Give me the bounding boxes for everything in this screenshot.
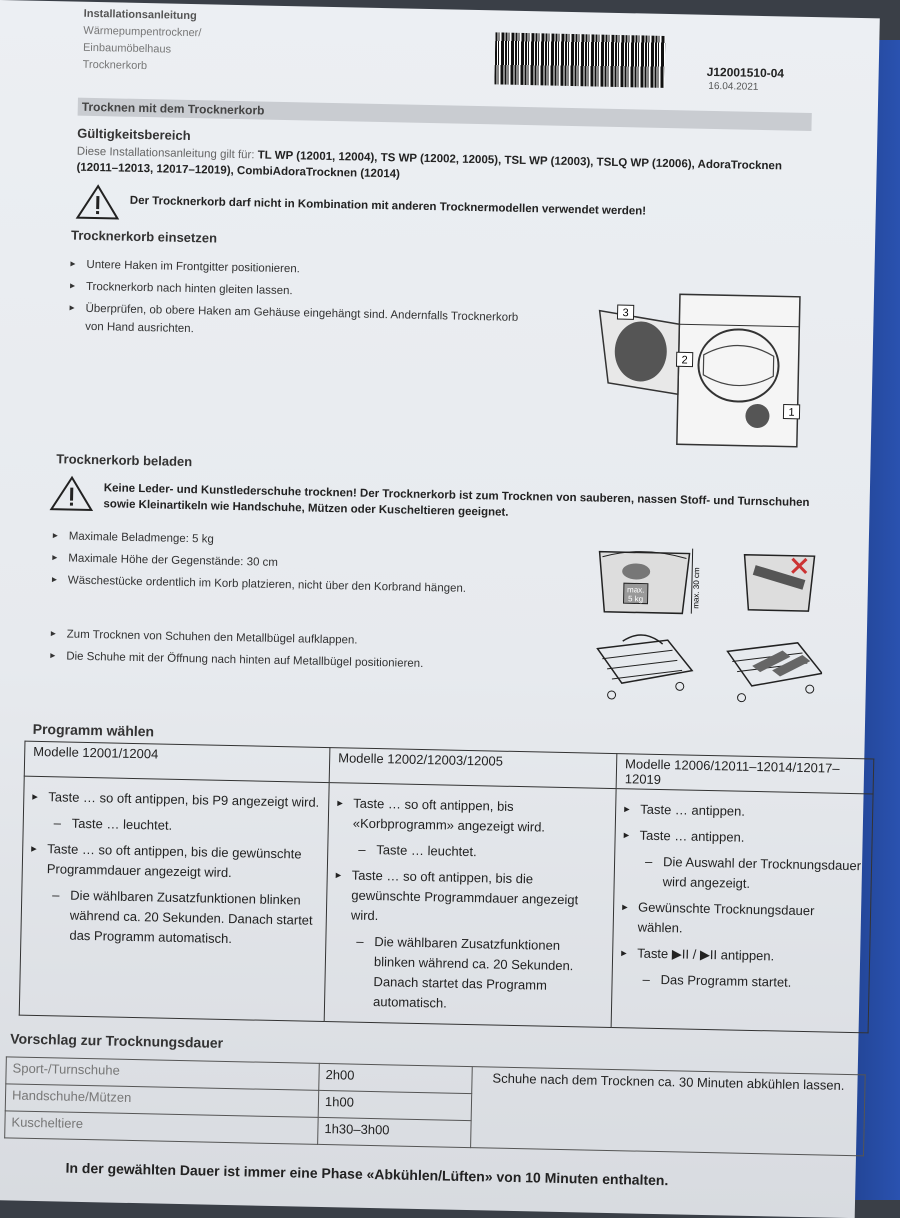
- validity-text: [76, 144, 807, 191]
- validity-prefix: Diese Installationsanleitung gilt für:: [76, 145, 258, 162]
- step: ▸ Taste … so oft antippen, bis die gewünschte Programmdauer angezeigt wird.: [335, 865, 606, 931]
- list-item: ▸ Die Schuhe mit der Öffnung nach hinten auf Metallbügel positionieren.: [50, 647, 530, 675]
- figure-label: 1: [788, 406, 795, 419]
- header-line: Installationsanleitung: [83, 7, 197, 23]
- duration-time: 1h30–3h00: [318, 1117, 472, 1147]
- figure-label: 3: [622, 307, 629, 320]
- program-heading: Programm wählen: [32, 720, 155, 740]
- dryer-basket-illustration: [587, 282, 811, 457]
- step: ▸ Taste … so oft antippen, bis «Korbprogramm» angezeigt wird.: [337, 793, 608, 839]
- list-item: ▸ Untere Haken im Frontgitter positionieren.: [70, 256, 530, 284]
- warning-icon: [49, 475, 94, 512]
- list-item: ▸ Trocknerkorb nach hinten gleiten lassen.: [70, 278, 530, 306]
- footer-note: In der gewählten Dauer ist immer eine Phase «Abkühlen/Lüften» von 10 Minuten enthalten.: [65, 1159, 669, 1189]
- duration-note: [471, 1067, 866, 1156]
- warning-icon: [75, 184, 120, 221]
- sub-step: – Die Auswahl der Trocknungsdauer wird angezeigt.: [622, 851, 863, 896]
- sub-step: – Die wählbaren Zusatzfunktionen blinken während ca. 20 Sekunden. Danach startet das Programm automatisch.: [29, 885, 318, 951]
- column-header: Modelle 12001/12004: [24, 741, 330, 782]
- sub-step: – Taste … leuchtet.: [32, 813, 320, 839]
- duration-item: Kuscheltiere: [5, 1111, 318, 1145]
- duration-heading: Vorschlag zur Trocknungsdauer: [10, 1030, 224, 1051]
- section-title: Trocknen mit dem Trocknerkorb: [78, 98, 812, 131]
- step: ▸ Taste … antippen.: [623, 825, 863, 850]
- document-id: J12001510-04: [706, 64, 785, 81]
- validity-warning: [75, 184, 796, 235]
- load-heading: Trocknerkorb beladen: [56, 451, 193, 470]
- height-label: max. 30 cm: [691, 567, 702, 609]
- basket-load-illustration: [593, 537, 825, 632]
- column-header: Modelle 12002/12003/12005: [329, 748, 617, 789]
- sub-step: – Taste … leuchtet.: [336, 839, 606, 865]
- max-label: max.: [627, 585, 645, 595]
- validity-heading: Gültigkeitsbereich: [77, 125, 191, 144]
- step: ▸ Taste … so oft antippen, bis P9 angezeigt wird.: [32, 787, 320, 813]
- list-item: ▸ Zum Trocknen von Schuhen den Metallbügel aufklappen.: [51, 625, 531, 653]
- warning-text: Keine Leder- und Kunstlederschuhe trocknen! Der Trocknerkorb ist zum Trocknen von sauberen, nassen Stoff- und Turnschuhen sowie Kleinartikeln wie Handschuhe, Mützen oder Kuscheltieren geeignet.: [103, 482, 810, 519]
- column-header: Modelle 12006/12011–12014/12017–12019: [616, 754, 874, 794]
- duration-time: 2h00: [319, 1063, 473, 1093]
- sub-step: – Das Programm startet.: [620, 969, 860, 994]
- duration-item: Handschuhe/Mützen: [5, 1084, 318, 1118]
- list-item: ▸ Maximale Höhe der Gegenstände: 30 cm: [52, 549, 532, 577]
- step: ▸ Taste … so oft antippen, bis die gewünschte Programmdauer angezeigt wird.: [31, 839, 320, 885]
- list-item: ▸ Überprüfen, ob obere Haken am Gehäuse eingehängt sind. Andernfalls Trocknerkorb von Hand ausrichten.: [69, 300, 530, 346]
- document-header: [82, 6, 201, 76]
- header-line: Einbaumöbelhaus: [82, 41, 172, 56]
- note-text: Schuhe nach dem Trocknen ca. 30 Minuten abkühlen lassen.: [492, 1070, 845, 1093]
- duration-item: Sport-/Turnschuhe: [6, 1057, 319, 1091]
- figure-label: 2: [681, 354, 688, 367]
- program-column: [324, 783, 616, 1028]
- step: ▸ Gewünschte Trocknungsdauer wählen.: [622, 897, 863, 942]
- insert-steps: [69, 256, 531, 350]
- program-table: [19, 741, 875, 1034]
- shoe-steps: [50, 625, 531, 679]
- insert-heading: Trocknerkorb einsetzen: [70, 227, 218, 246]
- program-column: [611, 789, 873, 1033]
- warning-text: Der Trocknerkorb darf nicht in Kombination mit anderen Trocknermodellen verwendet werden!: [129, 194, 647, 218]
- list-item: ▸ Wäschestücke ordentlich im Korb platzieren, nicht über den Korbrand hängen.: [52, 571, 532, 599]
- duration-table: [4, 1056, 866, 1156]
- list-item: ▸ Maximale Beladmenge: 5 kg: [53, 527, 533, 555]
- program-column: [19, 776, 329, 1021]
- shoe-rack-illustration: [591, 629, 823, 714]
- load-steps: [52, 527, 533, 603]
- step: ▸ Taste … antippen.: [624, 799, 864, 824]
- header-line: Trocknerkorb: [82, 58, 148, 73]
- sub-step: – Die wählbaren Zusatzfunktionen blinken während ca. 20 Sekunden. Danach startet das Programm automatisch.: [333, 931, 605, 1017]
- duration-time: 1h00: [318, 1090, 472, 1120]
- load-warning: [49, 475, 830, 527]
- validity-models: TL WP (12001, 12004), TS WP (12002, 12005), TSL WP (12003), TSLQ WP (12006), AdoraTrocknen (12011–12013, 12017–12019), CombiAdoraTrocknen (12014): [76, 149, 783, 181]
- document-date: 16.04.2021: [708, 80, 759, 93]
- weight-label: 5 kg: [627, 594, 644, 604]
- header-line: Wärmepumpentrockner/: [83, 24, 202, 40]
- step: ▸ Taste ▶II / ▶II antippen.: [621, 943, 861, 968]
- barcode: [494, 32, 665, 88]
